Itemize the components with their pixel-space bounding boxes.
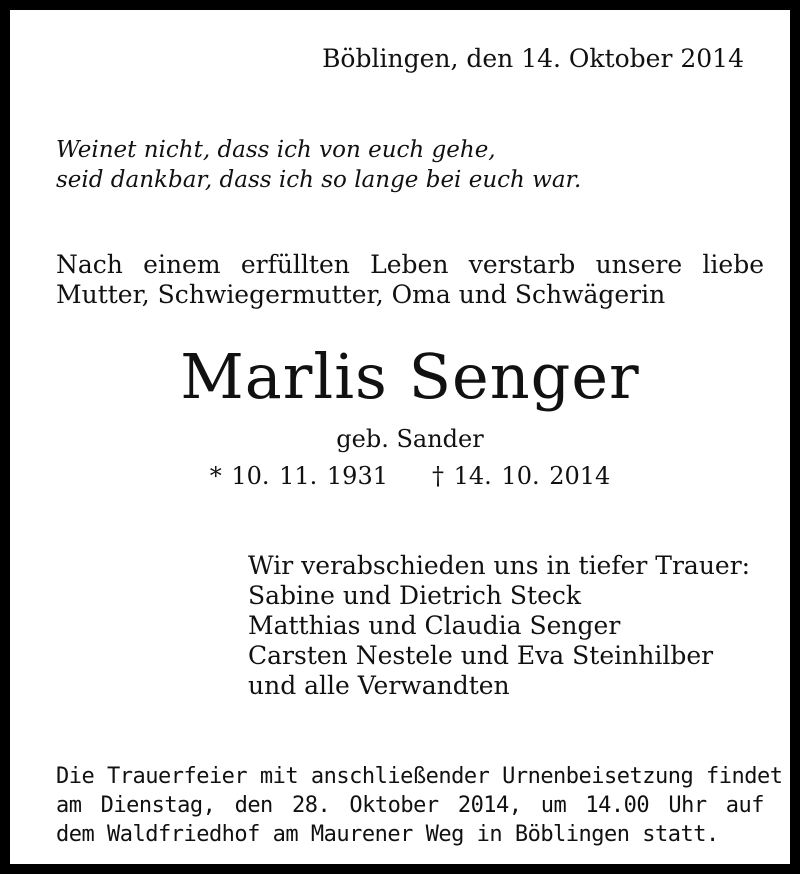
ceremony-line: am Dienstag, den 28. Oktober 2014, um 14.00 Uhr auf: [56, 793, 764, 818]
mourner-line: und alle Verwandten: [248, 671, 510, 700]
intro-line: Nach einem erfüllten Leben verstarb unsere liebe: [56, 250, 764, 279]
mourners-block: [248, 551, 750, 701]
death-date: † 14. 10. 2014: [432, 462, 611, 490]
deceased-name: Marlis Senger: [180, 340, 640, 413]
life-dates: [10, 462, 800, 490]
intro-text: [56, 250, 764, 310]
birth-date: * 10. 11. 1931: [209, 462, 388, 490]
memorial-verse: [56, 135, 581, 195]
place-date: Böblingen, den 14. Oktober 2014: [322, 44, 744, 73]
ceremony-info: [56, 762, 783, 849]
ceremony-line: Die Trauerfeier mit anschließender Urnenbeisetzung findet: [56, 764, 783, 789]
verse-line: seid dankbar, dass ich so lange bei euch war.: [56, 167, 582, 193]
intro-line: Mutter, Schwiegermutter, Oma und Schwägerin: [56, 280, 666, 309]
mourner-line: Matthias und Claudia Senger: [248, 611, 621, 640]
verse-line: Weinet nicht, dass ich von euch gehe,: [56, 137, 496, 163]
maiden-name: geb. Sander: [336, 425, 484, 453]
mourners-heading: Wir verabschieden uns in tiefer Trauer:: [248, 551, 751, 580]
mourner-line: Sabine und Dietrich Steck: [248, 581, 582, 610]
mourner-line: Carsten Nestele und Eva Steinhilber: [248, 641, 714, 670]
ceremony-line: dem Waldfriedhof am Maurener Weg in Böblingen statt.: [56, 822, 719, 847]
